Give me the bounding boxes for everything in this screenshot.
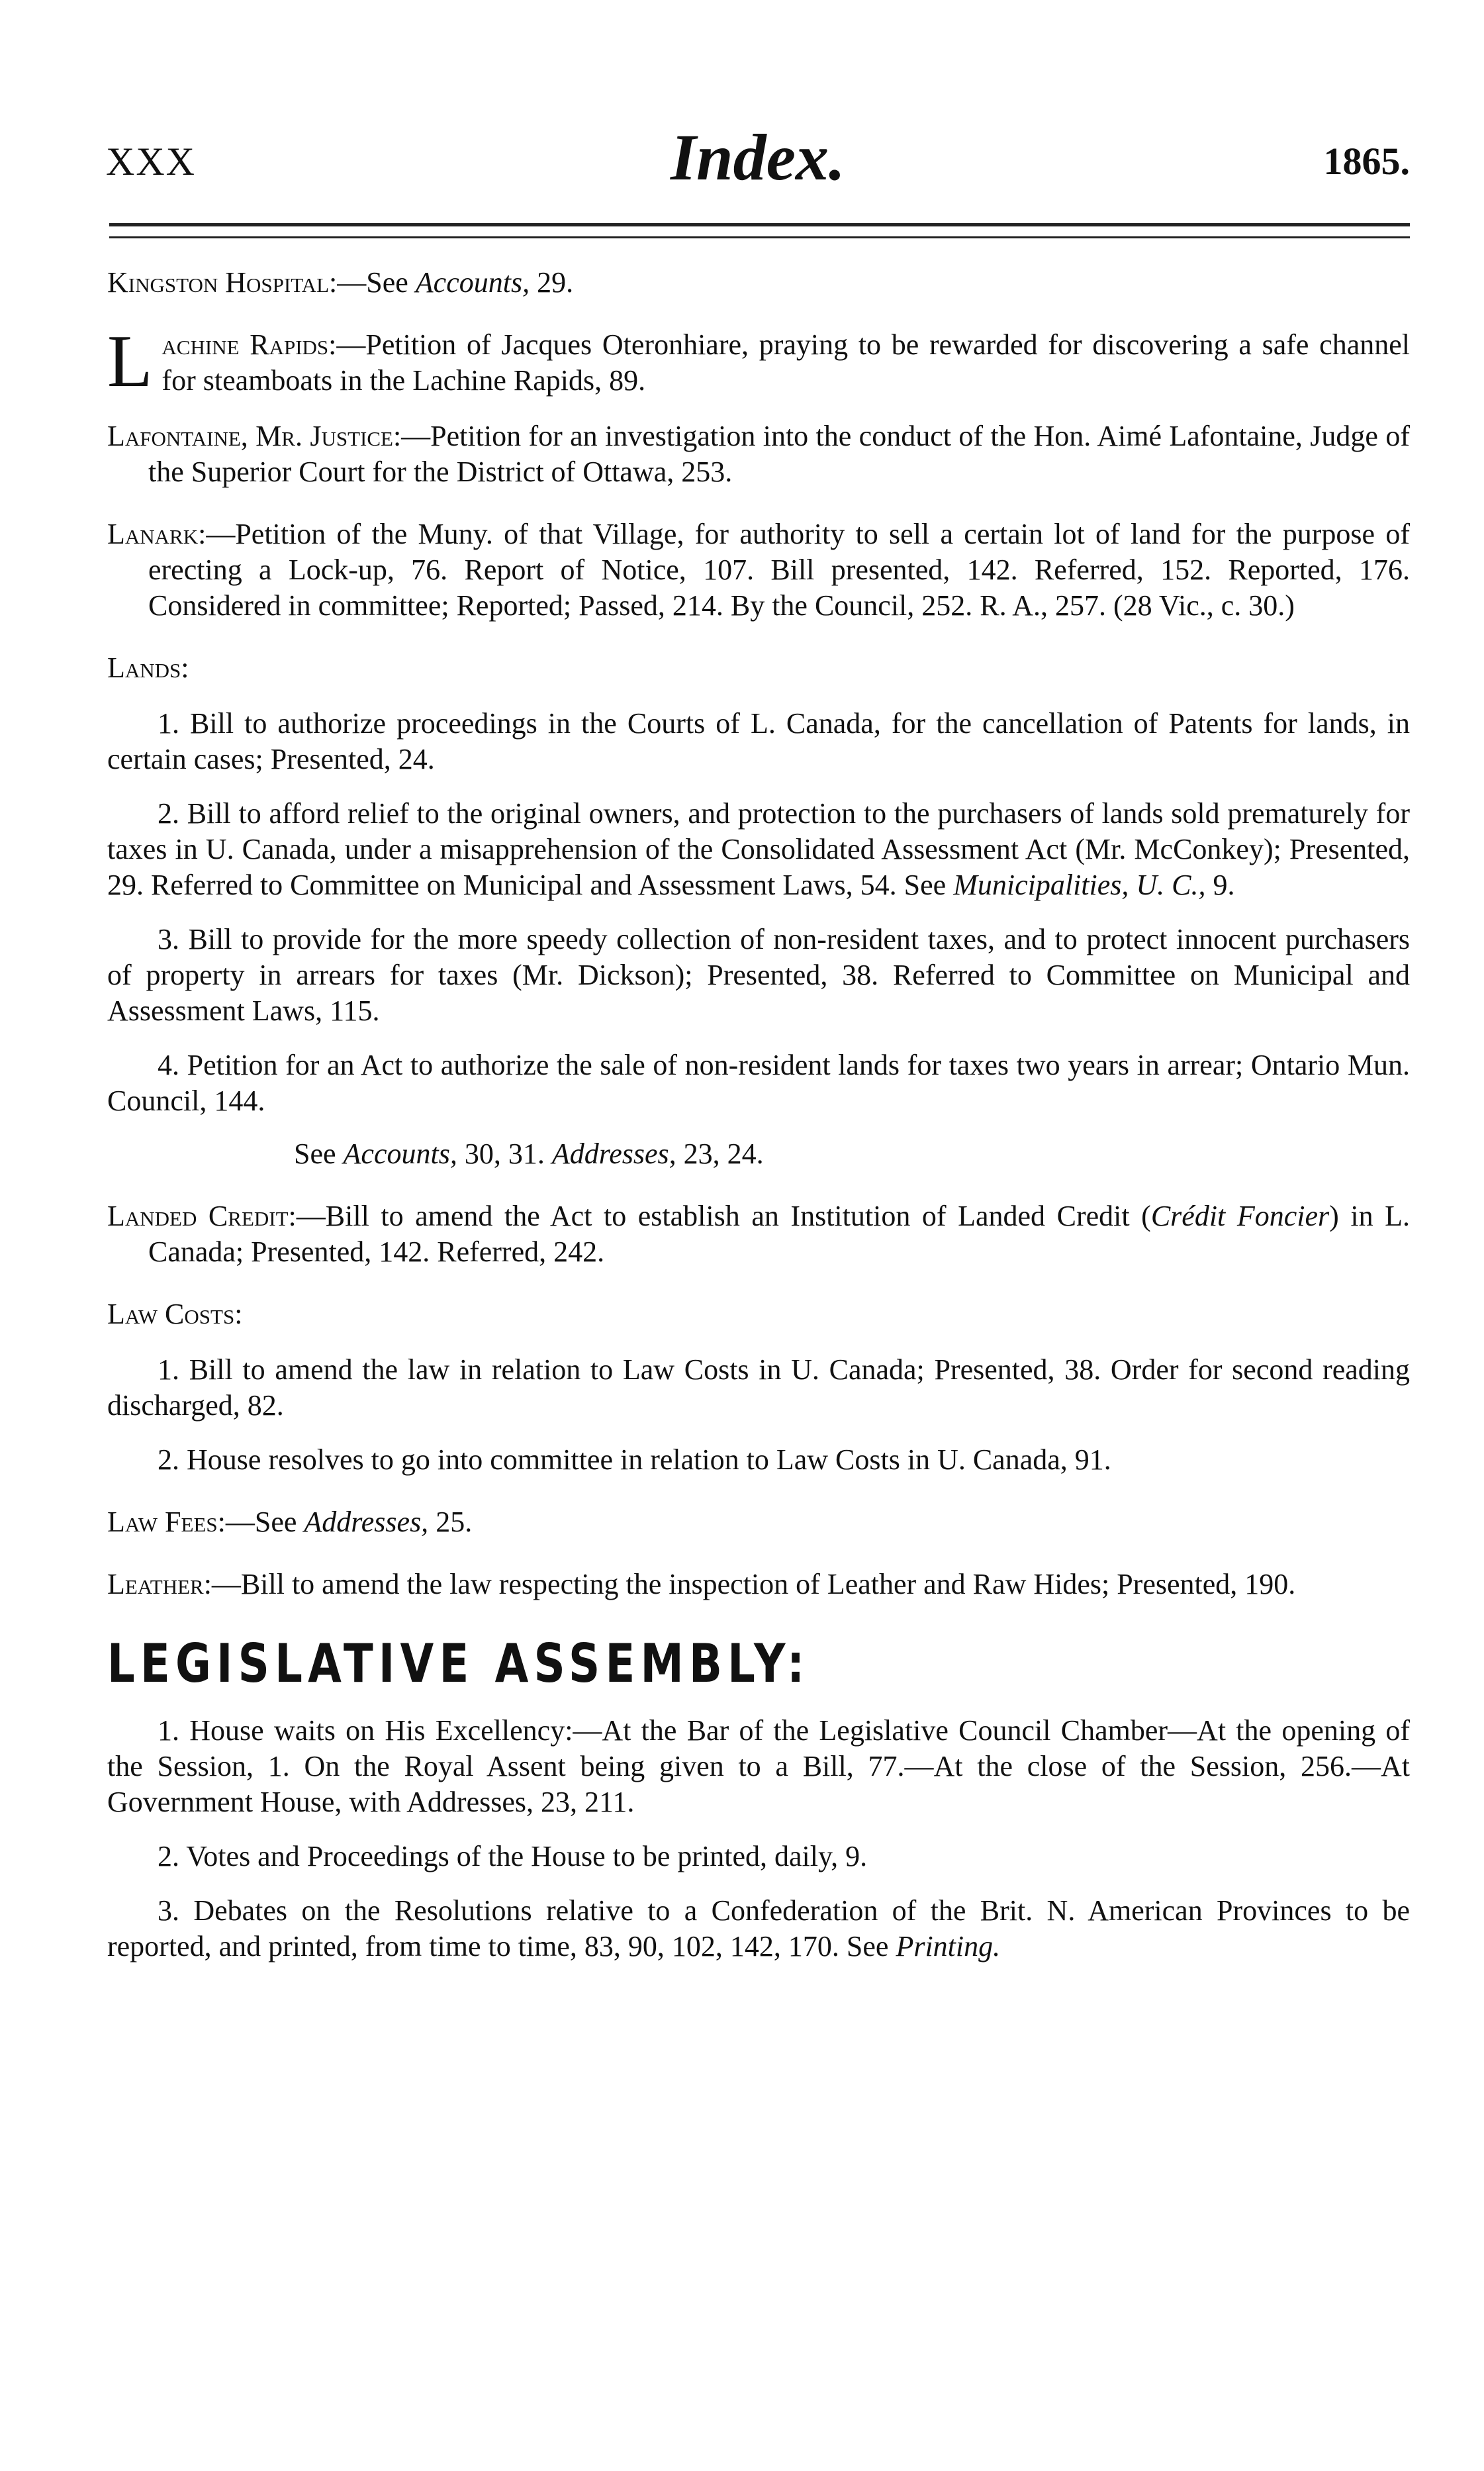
entry-lanark: Lanark:—Petition of the Muny. of that Village, for authority to sell a certain lot of land for the purpose of erecting a Lock-up, 76. Report of Notice, 107. Bill presented, 142. Referred, 152. Reported, 176. Considered in committee; Reported; Passed, 214. By the Council, 252. R. A., 257. (28 Vic., c. 30.)	[107, 518, 1410, 622]
assembly-item-2: 2. Votes and Proceedings of the House to be printed, daily, 9.	[158, 1840, 868, 1872]
entry-term: Law Costs	[107, 1298, 235, 1330]
entry-lachine-rapids: L achine Rapids:—Petition of Jacques Oteronhiare, praying to be rewarded for discovering a safe channel for steamboats in the Lachine Rapids, 89.	[107, 327, 1410, 399]
entry-kingston-hospital: Kingston Hospital:—See Accounts, 29.	[107, 266, 574, 299]
cross-ref: Addresses,	[551, 1138, 676, 1170]
lands-see-also: See Accounts, 30, 31. Addresses, 23, 24.	[294, 1138, 764, 1170]
entry-term: Lafontaine, Mr. Justice	[107, 420, 393, 452]
header-rule-bottom	[109, 236, 1410, 238]
entry-leather: Leather:—Bill to amend the law respecting the inspection of Leather and Raw Hides; Presented, 190.	[107, 1568, 1296, 1600]
entry-term: Landed Credit	[107, 1200, 289, 1232]
cross-ref: Municipalities, U. C.,	[953, 869, 1206, 901]
running-header	[106, 121, 1410, 194]
entry-term: Leather	[107, 1568, 204, 1600]
entry-lafontaine: Lafontaine, Mr. Justice:—Petition for an investigation into the conduct of the Hon. Aimé Lafontaine, Judge of the Superior Court for the District of Ottawa, 253.	[107, 420, 1410, 488]
entry-term: Lands	[107, 652, 181, 684]
cross-ref: Printing.	[896, 1930, 1001, 1962]
cross-ref: Accounts,	[415, 266, 530, 299]
law-costs-item-1: 1. Bill to amend the law in relation to Law Costs in U. Canada; Presented, 38. Order for second reading discharged, 82.	[107, 1353, 1410, 1422]
entry-law-fees: Law Fees:—See Addresses, 25.	[107, 1506, 473, 1538]
entry-term: Kingston Hospital	[107, 266, 330, 299]
entry-term: Law Fees	[107, 1506, 218, 1538]
foreign-term: Crédit Foncier	[1150, 1200, 1330, 1232]
entry-term: achine Rapids	[162, 328, 329, 361]
cross-ref: Accounts,	[343, 1138, 457, 1170]
lands-item-4: 4. Petition for an Act to authorize the sale of non-resident lands for taxes two years in arrear; Ontario Mun. Council, 144.	[107, 1049, 1410, 1117]
entry-law-costs: Law Costs:	[107, 1298, 243, 1330]
lands-item-2: 2. Bill to afford relief to the original owners, and protection to the purchasers of lands sold prematurely for taxes in U. Canada, under a misapprehension of the Consolidated Assessment Act (Mr. McConkey); Presented, 29. Referred to Committee on Municipal and Assessment Laws, 54. See Municipalities, U. C., 9.	[107, 797, 1410, 901]
index-body	[107, 265, 1410, 1964]
page-title: Index.	[671, 121, 845, 194]
drop-cap: L	[107, 327, 153, 399]
cross-ref: Addresses,	[304, 1506, 429, 1538]
lands-item-3: 3. Bill to provide for the more speedy collection of non-resident taxes, and to protect innocent purchasers of property in arrears for taxes (Mr. Dickson); Presented, 38. Referred to Committee on Municipal and Assessment Laws, 115.	[107, 923, 1410, 1027]
entry-lands: Lands:	[107, 652, 189, 684]
entry-term: Lanark	[107, 518, 199, 550]
entry-landed-credit: Landed Credit:—Bill to amend the Act to establish an Institution of Landed Credit (Crédit Foncier) in L. Canada; Presented, 142. Referred, 242.	[107, 1200, 1411, 1268]
section-heading-legislative-assembly: LEGISLATIVE ASSEMBLY:	[107, 1633, 810, 1694]
assembly-item-1: 1. House waits on His Excellency:—At the Bar of the Legislative Council Chamber—At the opening of the Session, 1. On the Royal Assent being given to a Bill, 77.—At the close of the Session, 256.—At Government House, with Addresses, 23, 211.	[107, 1714, 1410, 1818]
year: 1865.	[1323, 140, 1410, 183]
header-rule-top	[109, 223, 1410, 226]
law-costs-item-2: 2. House resolves to go into committee in relation to Law Costs in U. Canada, 91.	[158, 1443, 1111, 1476]
assembly-item-3: 3. Debates on the Resolutions relative to a Confederation of the Brit. N. American Provinces to be reported, and printed, from time to time, 83, 90, 102, 142, 170. See Printing.	[107, 1894, 1410, 1962]
lands-item-1: 1. Bill to authorize proceedings in the Courts of L. Canada, for the cancellation of Patents for lands, in certain cases; Presented, 24.	[107, 707, 1410, 775]
page-number: XXX	[106, 140, 196, 183]
